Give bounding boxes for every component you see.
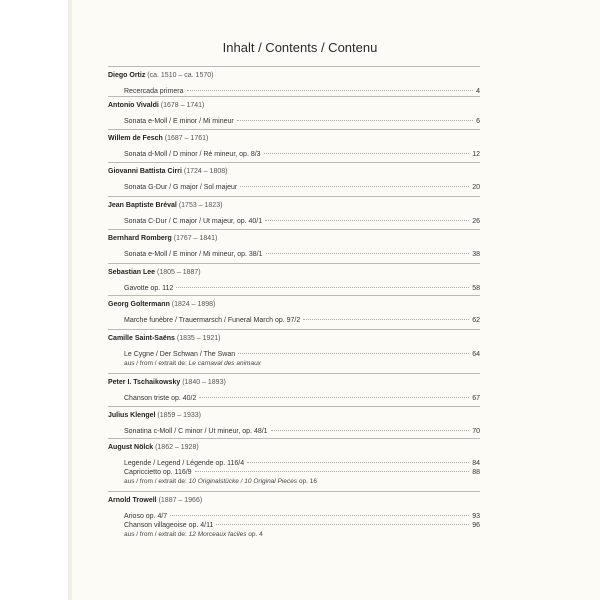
source-suffix: op. 4 — [246, 531, 263, 538]
source-title: 10 Originalstücke / 10 Original Pieces — [188, 478, 298, 485]
entry-title: Chanson villageoise op. 4/11 — [124, 522, 214, 529]
page-title: Inhalt / Contents / Contenu — [222, 40, 378, 55]
source-prefix: aus / from / extrait de: — [124, 531, 189, 538]
dot-leader — [240, 186, 469, 187]
composer-dates: (1824 – 1898) — [171, 301, 216, 308]
composer-dates: (1840 – 1893) — [182, 379, 226, 386]
composer-dates: (1724 – 1808) — [183, 168, 228, 175]
section-divider — [108, 162, 480, 163]
composer-heading — [108, 496, 202, 505]
toc-entry[interactable] — [124, 150, 480, 159]
dot-leader — [264, 153, 470, 154]
section-divider — [108, 406, 480, 407]
section-divider — [108, 96, 480, 97]
page-number: 84 — [472, 460, 480, 467]
entry-title: Legende / Legend / Légende op. 116/4 — [124, 460, 245, 467]
section-divider — [108, 295, 480, 296]
toc-entry[interactable] — [124, 250, 480, 259]
composer-heading — [108, 378, 226, 387]
composer-name: August Nölck — [108, 444, 154, 451]
entry-title: Recercada primera — [124, 88, 184, 95]
dot-leader — [187, 90, 474, 91]
composer-name: Giovanni Battista Cirri — [108, 168, 182, 175]
composer-dates: (1753 – 1823) — [178, 202, 223, 209]
composer-heading — [108, 134, 208, 143]
source-prefix: aus / from / extrait de: — [124, 478, 189, 485]
toc-entry[interactable] — [124, 512, 480, 521]
composer-dates: (1835 – 1921) — [176, 335, 221, 342]
page-number: 67 — [472, 395, 480, 402]
entry-title: Sonata e-Moll / E minor / Mi mineur, op. 38/1 — [124, 251, 263, 258]
toc-entry[interactable] — [124, 87, 480, 96]
page-number: 70 — [472, 428, 480, 435]
page-number: 62 — [472, 317, 480, 324]
composer-heading — [108, 443, 199, 452]
composer-name: Georg Goltermann — [108, 301, 170, 308]
dot-leader — [303, 319, 469, 320]
toc-entry[interactable] — [124, 521, 480, 530]
composer-heading — [108, 300, 215, 309]
dot-leader — [265, 220, 469, 221]
page-number: 26 — [472, 218, 480, 225]
composer-name: Camille Saint-Saëns — [108, 335, 175, 342]
toc-entry[interactable] — [124, 316, 480, 325]
dot-leader — [266, 253, 470, 254]
section-divider — [108, 196, 480, 197]
composer-heading — [108, 334, 220, 343]
page-number: 20 — [472, 184, 480, 191]
page-number: 58 — [472, 285, 480, 292]
entry-title: Arioso op. 4/7 — [124, 513, 168, 520]
composer-name: Bernhard Romberg — [108, 235, 172, 242]
composer-name: Antonio Vivaldi — [108, 102, 159, 109]
section-divider — [108, 329, 480, 330]
section-divider — [108, 129, 480, 130]
composer-heading — [108, 71, 213, 80]
entry-title: Sonatina c-Moll / C minor / Ut mineur, op. 48/1 — [124, 428, 268, 435]
dot-leader — [176, 287, 469, 288]
section-divider — [108, 438, 480, 439]
section-divider — [108, 373, 480, 374]
composer-name: Arnold Trowell — [108, 497, 157, 504]
composer-heading — [108, 268, 201, 277]
composer-heading — [108, 234, 217, 243]
page-number: 93 — [472, 513, 480, 520]
toc-entry[interactable] — [124, 284, 480, 293]
entry-title: Gavotte op. 112 — [124, 285, 174, 292]
page-number: 6 — [476, 118, 480, 125]
source-title: 12 Morceaux faciles — [188, 531, 247, 538]
source-note — [124, 530, 263, 539]
dot-leader — [170, 515, 469, 516]
composer-name: Sebastian Lee — [108, 269, 156, 276]
composer-dates: (1862 – 1928) — [155, 444, 199, 451]
toc-entry[interactable] — [124, 217, 480, 226]
section-divider — [108, 229, 480, 230]
dot-leader — [216, 524, 469, 525]
page-number: 88 — [472, 469, 480, 476]
section-divider — [108, 491, 480, 492]
composer-name: Peter I. Tschaikowsky — [108, 379, 181, 386]
composer-dates: (1678 – 1741) — [160, 102, 205, 109]
source-note — [124, 477, 317, 486]
entry-title: Sonata G-Dur / G major / Sol majeur — [124, 184, 238, 191]
composer-dates: (1859 – 1933) — [157, 412, 202, 419]
dot-leader — [199, 397, 469, 398]
composer-name: Diego Ortiz — [108, 72, 146, 79]
dot-leader — [238, 353, 469, 354]
dot-leader — [195, 471, 470, 472]
section-divider — [108, 66, 480, 67]
toc-entry[interactable] — [124, 350, 480, 359]
entry-title: Chanson triste op. 40/2 — [124, 395, 197, 402]
composer-dates: (1887 – 1966) — [158, 497, 203, 504]
toc-entry[interactable] — [124, 183, 480, 192]
composer-heading — [108, 201, 222, 210]
composer-name: Jean Baptiste Bréval — [108, 202, 177, 209]
composer-dates: (1805 – 1887) — [157, 269, 201, 276]
composer-name: Willem de Fesch — [108, 135, 163, 142]
composer-heading — [108, 167, 227, 176]
composer-heading — [108, 101, 204, 110]
entry-title: Marche funèbre / Trauermarsch / Funeral March op. 97/2 — [124, 317, 301, 324]
toc-entry[interactable] — [124, 117, 480, 126]
entry-title: Sonata e-Moll / E minor / Mi mineur — [124, 118, 234, 125]
toc-entry[interactable] — [124, 427, 480, 436]
entry-title: Le Cygne / Der Schwan / The Swan — [124, 351, 236, 358]
page-number: 12 — [472, 151, 480, 158]
source-note — [124, 359, 261, 368]
composer-dates: (1767 – 1841) — [173, 235, 218, 242]
page-number: 96 — [472, 522, 480, 529]
composer-name: Julius Klengel — [108, 412, 156, 419]
entry-title: Capriccietto op. 116/9 — [124, 469, 192, 476]
source-title: Le carnaval des animaux — [188, 360, 261, 367]
page-number: 4 — [476, 88, 480, 95]
dot-leader — [247, 462, 469, 463]
entry-title: Sonata d-Moll / D minor / Ré mineur, op. 8/3 — [124, 151, 261, 158]
composer-dates: (ca. 1510 – ca. 1570) — [147, 72, 214, 79]
source-suffix: op. 16 — [297, 478, 317, 485]
entry-title: Sonata C-Dur / C major / Ut majeur, op. 40/1 — [124, 218, 263, 225]
source-prefix: aus / from / extrait de: — [124, 360, 189, 367]
toc-entry[interactable] — [124, 394, 480, 403]
dot-leader — [237, 120, 473, 121]
page-number: 64 — [472, 351, 480, 358]
page-number: 38 — [472, 251, 480, 258]
toc-entry[interactable] — [124, 459, 480, 468]
composer-dates: (1687 – 1761) — [164, 135, 209, 142]
toc-entry[interactable] — [124, 468, 480, 477]
composer-heading — [108, 411, 201, 420]
dot-leader — [271, 430, 470, 431]
section-divider — [108, 263, 480, 264]
